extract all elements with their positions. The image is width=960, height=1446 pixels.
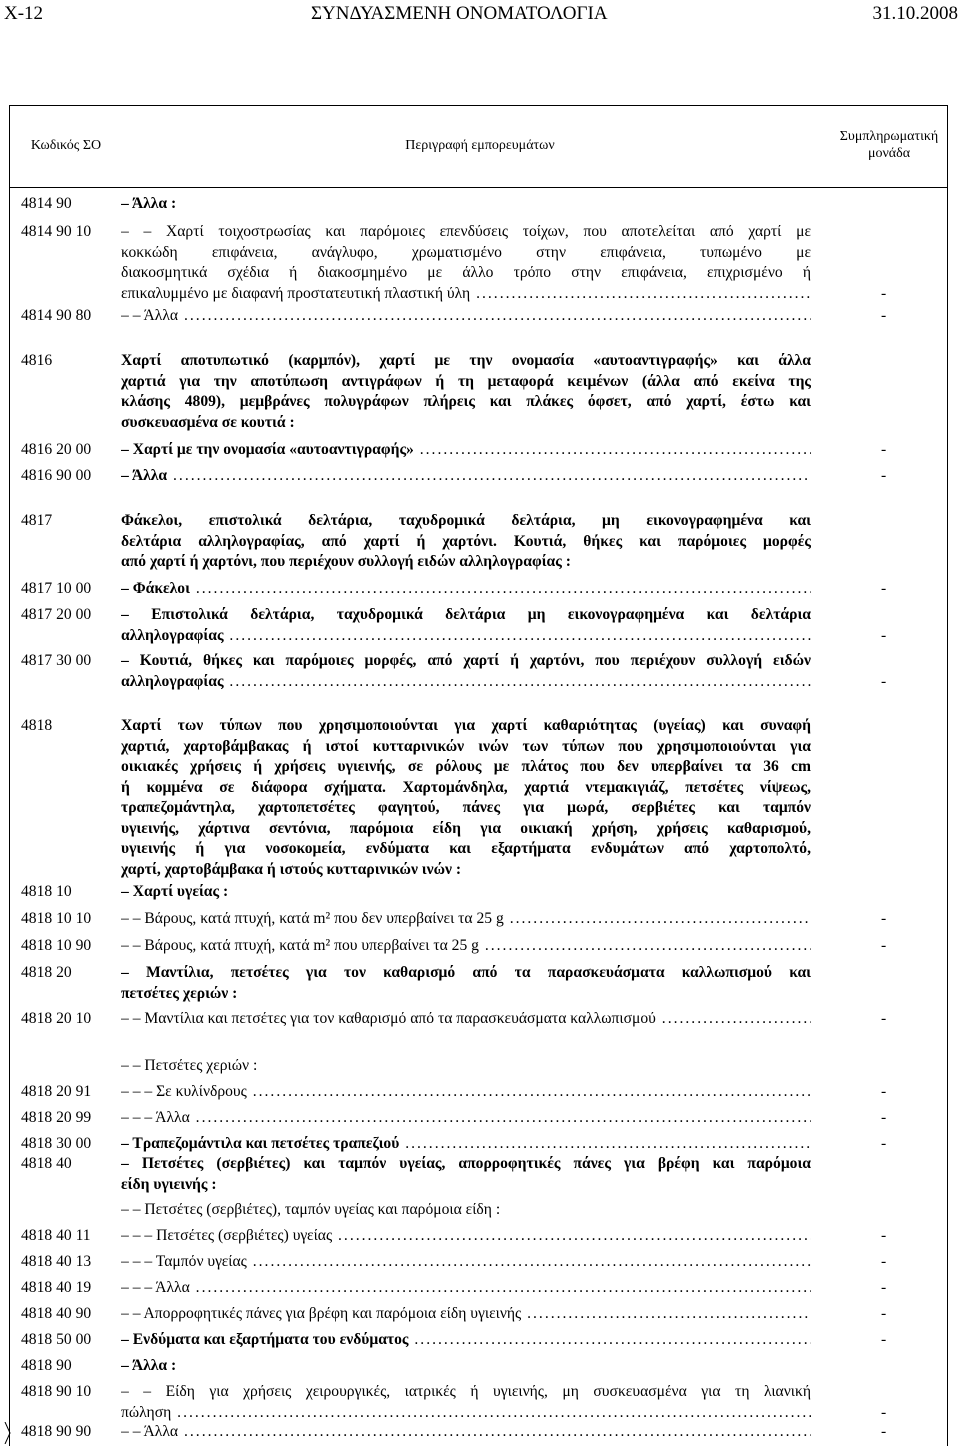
goods-description [121,1382,811,1423]
description-line: είδη υγιεινής : [121,1175,217,1193]
description-line: υγιεινής, χάρτινα σεντόνια, παρόμοια είδη για οικιακή χρήση, χρήσεις καθαρισμού, [121,819,811,837]
description-line: – – – Πετσέτες (σερβιέτες) υγείας ..... [121,1226,811,1247]
goods-description [121,1422,811,1443]
cn-code: 4816 90 00 [21,467,92,484]
cn-code: 4818 40 90 [21,1305,92,1322]
goods-description [121,963,811,1004]
description-line: – Πετσέτες (σερβιέτες) και ταμπόν υγείας, απορροφητικές πάνες για βρέφη και παρόμοια [121,1155,811,1172]
goods-description [121,1082,811,1103]
column-header-description: Περιγραφή εμπορευμάτων [405,138,555,153]
cn-code: 4816 20 00 [21,441,92,458]
goods-description [121,511,811,573]
cn-code: 4818 40 11 [21,1227,91,1244]
supplementary-unit: - [881,1403,887,1421]
goods-description [121,1134,811,1155]
supplementary-unit: - [881,467,887,484]
cn-code: 4818 90 90 [21,1423,92,1440]
description-line: πετσέτες χεριών : [121,984,238,1002]
goods-description [121,1200,811,1221]
cn-code: 4818 20 99 [21,1109,92,1126]
goods-description [121,351,811,433]
supplementary-unit: - [881,1010,887,1027]
cn-code: 4818 90 10 [21,1383,92,1400]
goods-description [121,222,811,304]
goods-description [121,1330,811,1351]
description-line: χαρτί, χαρτοβάμβακα ή ιστούς κυτταρινικών ινών : [121,860,462,878]
goods-description [121,1009,811,1030]
description-line: πώληση ..... [121,1403,811,1424]
description-line: – – Βάρους, κατά πτυχή, κατά m² που δεν υπερβαίνει τα 25 g ..... [121,909,811,930]
description-line: Χαρτί των τύπων που χρησιμοποιούνται για χαρτί καθαριότητας (υγείας) και συναφή [121,717,811,734]
supplementary-unit: - [881,1109,887,1126]
description-line: – Χαρτί υγείας : [121,883,229,900]
description-line: – – – Σε κυλίνδρους ..... [121,1082,811,1103]
cn-code: 4818 50 00 [21,1331,92,1348]
description-line: – – Απορροφητικές πάνες για βρέφη και παρόμοια είδη υγιεινής ..... [121,1304,811,1325]
cn-code: 4818 40 [21,1155,72,1172]
supplementary-unit: - [881,1331,887,1348]
description-line: οικιακές χρήσεις ή χρήσεις υγιεινής, σε ρόλους με πλάτος που δεν υπερβαίνει τα 36 cm [121,758,811,775]
header-divider [10,187,947,188]
description-line: ή κομμένα σε διάφορα σχήματα. Χαρτομάνδηλα, χαρτιά ντεμακιγιάζ, πετσέτες νίψεως, [121,778,811,796]
document-date: 31.10.2008 [872,3,958,24]
description-line: – – Πετσέτες (σερβιέτες), ταμπόν υγείας και παρόμοια είδη : [121,1201,501,1218]
supplementary-unit: - [881,672,887,690]
description-line: – Μαντίλια, πετσέτες για τον καθαρισμό από τα παρασκευάσματα καλλωπισμού και [121,964,811,981]
description-line: υγιεινής ή για νοσοκομεία, ενδύματα και εξαρτήματα ενδυμάτων από χαρτοπολτό, [121,840,811,857]
description-line: – – Πετσέτες χεριών : [121,1057,258,1074]
description-line: – – Χαρτί τοιχοστρωσίας και παρόμοιες επενδύσεις τοίχων, που αποτελείται από χαρτί με [121,223,811,240]
cn-code: 4818 10 [21,883,72,900]
cn-code: 4817 20 00 [21,606,92,623]
goods-description [121,194,811,215]
description-line: αλληλογραφίας ..... [121,672,811,693]
column-header-code: Κωδικός ΣΟ [30,138,102,153]
description-line: χαρτιά για την αποτύπωση αντιγράφων ή τη μεταφορά κειμένων (άλλα από εκείνα της [121,372,811,390]
description-line: – – Είδη για χρήσεις χειρουργικές, ιατρικές ή υγιεινής, μη συσκευασμένα για τη λιανική [121,1383,811,1400]
description-line: – Άλλα : [121,1357,177,1374]
description-line: – Άλλα : [121,195,177,212]
description-line: Φάκελοι, επιστολικά δελτάρια, ταχυδρομικά δελτάρια, μη εικονογραφημένα και [121,512,811,529]
cn-code: 4817 [21,512,53,529]
goods-description [121,936,811,957]
supplementary-unit: - [881,910,887,927]
goods-description [121,579,811,600]
fold-mark [4,1422,11,1444]
description-line: από χαρτί ή χαρτόνι, που περιέχουν συλλογή ειδών αλληλογραφίας : [121,553,571,570]
goods-description [121,1278,811,1299]
goods-description [121,306,811,327]
description-line: – Χαρτί με την ονομασία «αυτοαντιγραφής» ..... [121,440,811,461]
nomenclature-table [9,105,948,1446]
goods-description [121,651,811,692]
supplementary-unit: - [881,1083,887,1100]
cn-code: 4818 10 10 [21,910,92,927]
goods-description [121,1056,811,1077]
description-line: διακοσμητικά σχέδια ή διακοσμημένο με άλλο τρόπο στην επιφάνεια, επιχρισμένο ή [121,264,811,281]
cn-code: 4818 10 90 [21,937,92,954]
goods-description [121,716,811,880]
document-title: ΣΥΝΔΥΑΣΜΕΝΗ ΟΝΟΜΑΤΟΛΟΓΙΑ [311,3,608,24]
supplementary-unit: - [881,441,887,458]
cn-code: 4818 30 00 [21,1135,92,1152]
goods-description [121,1226,811,1247]
description-line: – – Βάρους, κατά πτυχή, κατά m² που υπερβαίνει τα 25 g ..... [121,936,811,957]
supplementary-unit: - [881,1253,887,1270]
cn-code: 4817 10 00 [21,580,92,597]
description-line: αλληλογραφίας ..... [121,626,811,647]
description-line: δελτάρια αλληλογραφίας, από χαρτί ή χαρτόνι. Κουτιά, θήκες και παρόμοιες μορφές [121,532,811,550]
description-line: χαρτιά, χαρτοβάμβακας ή ιστοί κυτταρινικών ινών των τύπων που χρησιμοποιούνται για [121,737,811,755]
page-header [0,0,960,28]
goods-description [121,1252,811,1273]
supplementary-unit: - [881,1135,887,1152]
description-line: κλάσης 4809), μεμβράνες πολυγράφων πλήρεις και πλάκες όφσετ, από χαρτί, έστω και [121,393,811,410]
supplementary-unit: - [881,307,887,324]
cn-code: 4818 20 91 [21,1083,92,1100]
cn-code: 4818 40 13 [21,1253,92,1270]
goods-description [121,1154,811,1195]
cn-code: 4818 40 19 [21,1279,92,1296]
supplementary-unit: - [881,1305,887,1322]
description-line: – – Μαντίλια και πετσέτες για τον καθαρισμό από τα παρασκευάσματα καλλωπισμού ..... [121,1009,811,1030]
page-number: X-12 [4,3,44,24]
cn-code: 4814 90 80 [21,307,92,324]
supplementary-unit: - [881,1279,887,1296]
cn-code: 4818 [21,717,53,734]
supplementary-unit: - [881,937,887,954]
description-line: – Κουτιά, θήκες και παρόμοιες μορφές, από χαρτί ή χαρτόνι, που περιέχουν συλλογή ειδών [121,652,811,669]
description-line: κοκκώδη επιφάνεια, ανάγλυφο, χρωματισμένο στην επιφάνεια, τυπωμένο με [121,243,811,261]
cn-code: 4818 90 [21,1357,72,1374]
description-line: – Επιστολικά δελτάρια, ταχυδρομικά δελτάρια μη εικονογραφημένα και δελτάρια [121,606,811,623]
cn-code: 4817 30 00 [21,652,92,669]
cn-code: 4818 20 [21,964,72,981]
description-line: – – – Άλλα ..... [121,1278,811,1299]
supplementary-unit: - [881,626,887,644]
goods-description [121,466,811,487]
column-header-unit: Συμπληρωματική μονάδα [839,129,939,161]
description-line: – Τραπεζομάντιλα και πετσέτες τραπεζιού ..... [121,1134,811,1155]
description-line: συσκευασμένα σε κουτιά : [121,413,295,431]
goods-description [121,605,811,646]
goods-description [121,882,811,903]
supplementary-unit: - [881,580,887,597]
description-line: – – – Ταμπόν υγείας ..... [121,1252,811,1273]
description-line: τραπεζομάντηλα, χαρτοπετσέτες φαγητού, πάνες για μωρά, σερβιέτες και ταμπόν [121,799,811,816]
description-line: Χαρτί αποτυπωτικό (καρμπόν), χαρτί με την ονομασία «αυτοαντιγραφής» και άλλα [121,352,811,369]
cn-code: 4818 20 10 [21,1010,92,1027]
cn-code: 4814 90 [21,195,72,212]
description-line: – Ενδύματα και εξαρτήματα του ενδύματος ..... [121,1330,811,1351]
description-line: – – – Άλλα ..... [121,1108,811,1129]
description-line: – Φάκελοι ..... [121,579,811,600]
supplementary-unit: - [881,284,887,302]
supplementary-unit: - [881,1227,887,1244]
cn-code: 4814 90 10 [21,223,92,240]
goods-description [121,1304,811,1325]
supplementary-unit: - [881,1423,887,1440]
description-line: – Άλλα ..... [121,466,811,487]
description-line: – – Άλλα ..... [121,306,811,327]
goods-description [121,1356,811,1377]
goods-description [121,440,811,461]
goods-description [121,909,811,930]
description-line: επικαλυμμένο με διαφανή προστατευτική πλαστική ύλη ..... [121,284,811,305]
goods-description [121,1108,811,1129]
description-line: – – Άλλα ..... [121,1422,811,1443]
cn-code: 4816 [21,352,53,369]
